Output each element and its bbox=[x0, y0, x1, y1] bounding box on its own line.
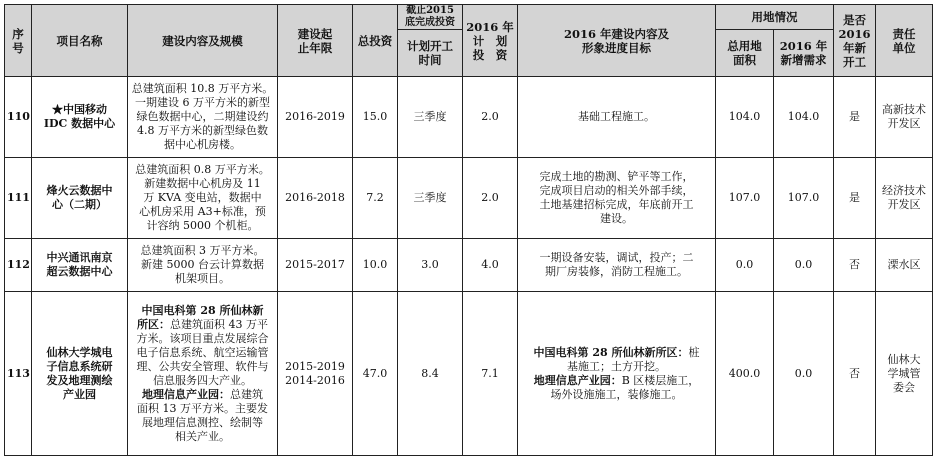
header-asof-2015: 截止2015 底完成投资 bbox=[398, 5, 463, 30]
project-start: 3.0 bbox=[398, 239, 463, 292]
header-invest: 总投资 bbox=[353, 5, 398, 77]
header-years: 建设起 止年限 bbox=[278, 5, 353, 77]
responsible-unit: 高新技术 开发区 bbox=[876, 77, 933, 158]
project-start: 8.4 bbox=[398, 292, 463, 456]
project-plan: 7.1 bbox=[463, 292, 518, 456]
project-invest: 15.0 bbox=[353, 77, 398, 158]
land-new: 0.0 bbox=[774, 292, 834, 456]
land-total: 104.0 bbox=[716, 77, 774, 158]
table-row bbox=[5, 158, 933, 239]
header-content: 建设内容及规模 bbox=[128, 5, 278, 77]
row-no: 113 bbox=[5, 292, 32, 456]
project-years: 2016-2019 bbox=[278, 77, 353, 158]
table-row bbox=[5, 77, 933, 158]
header-land: 用地情况 bbox=[716, 5, 834, 30]
is-new: 否 bbox=[834, 239, 876, 292]
header-is-new: 是否 2016 年新 开工 bbox=[834, 5, 876, 77]
project-progress: 一期设备安装，调试，投产；二 期厂房装修，消防工程施工。 bbox=[518, 239, 716, 292]
header-name: 项目名称 bbox=[32, 5, 128, 77]
project-years: 2015-2019 2014-2016 bbox=[278, 292, 353, 456]
project-years: 2016-2018 bbox=[278, 158, 353, 239]
land-new: 107.0 bbox=[774, 158, 834, 239]
project-invest: 47.0 bbox=[353, 292, 398, 456]
responsible-unit: 溧水区 bbox=[876, 239, 933, 292]
header-unit: 责任 单位 bbox=[876, 5, 933, 77]
project-content: 中国电科第 28 所仙林新 所区：总建筑面积 43 万平 方米。该项目重点发展综合 电子信息系统、航空运输管 理、公共安全管理、软件与 信息服务四大产业。 地理信息产业园：总建筑 面积 13 万平方米。主要发 展地理信息测控、绘制等 相关产业。 bbox=[128, 292, 278, 456]
project-progress: 完成土地的勘测、铲平等工作， 完成项目启动的相关外部手续， 土地基建招标完成，年底前开工 建设。 bbox=[518, 158, 716, 239]
project-progress: 基础工程施工。 bbox=[518, 77, 716, 158]
project-plan: 2.0 bbox=[463, 158, 518, 239]
header-seq: 序 号 bbox=[5, 5, 32, 77]
row-no: 110 bbox=[5, 77, 32, 158]
project-name: 烽火云数据中 心（二期） bbox=[32, 158, 128, 239]
project-plan: 2.0 bbox=[463, 77, 518, 158]
is-new: 否 bbox=[834, 292, 876, 456]
is-new: 是 bbox=[834, 77, 876, 158]
project-start: 三季度 bbox=[398, 158, 463, 239]
land-new: 104.0 bbox=[774, 77, 834, 158]
land-total: 0.0 bbox=[716, 239, 774, 292]
is-new: 是 bbox=[834, 158, 876, 239]
project-name: 中兴通讯南京 超云数据中心 bbox=[32, 239, 128, 292]
row-no: 111 bbox=[5, 158, 32, 239]
project-start: 三季度 bbox=[398, 77, 463, 158]
table-row bbox=[5, 239, 933, 292]
project-plan: 4.0 bbox=[463, 239, 518, 292]
project-content: 总建筑面积 0.8 万平方米。 新建数据中心机房及 11 万 KVA 变电站，数据中 心机房采用 A3+标准，预 计容纳 5000 个机柜。 bbox=[128, 158, 278, 239]
header-plan-2016: 2016 年 计 划 投 资 bbox=[463, 5, 518, 77]
project-name: 仙林大学城电 子信息系统研 发及地理测绘 产业园 bbox=[32, 292, 128, 456]
project-years: 2015-2017 bbox=[278, 239, 353, 292]
header-start-time: 计划开工 时间 bbox=[398, 30, 463, 77]
project-name: ★中国移动 IDC 数据中心 bbox=[32, 77, 128, 158]
row-no: 112 bbox=[5, 239, 32, 292]
project-invest: 10.0 bbox=[353, 239, 398, 292]
responsible-unit: 经济技术 开发区 bbox=[876, 158, 933, 239]
project-invest: 7.2 bbox=[353, 158, 398, 239]
responsible-unit: 仙林大 学城管 委会 bbox=[876, 292, 933, 456]
land-total: 107.0 bbox=[716, 158, 774, 239]
header-land-new: 2016 年 新增需求 bbox=[774, 30, 834, 77]
project-progress: 中国电科第 28 所仙林新所区：桩 基施工；土方开挖。 地理信息产业园：B 区楼层施工， 场外设施施工，装修施工。 bbox=[518, 292, 716, 456]
land-total: 400.0 bbox=[716, 292, 774, 456]
header-progress-2016: 2016 年建设内容及 形象进度目标 bbox=[518, 5, 716, 77]
table-row bbox=[5, 292, 933, 456]
project-table bbox=[4, 4, 933, 456]
project-content: 总建筑面积 10.8 万平方米。 一期建设 6 万平方米的新型 绿色数据中心，二期建设约 4.8 万平方米的新型绿色数 据中心机房楼。 bbox=[128, 77, 278, 158]
project-content: 总建筑面积 3 万平方米。 新建 5000 台云计算数据 机架项目。 bbox=[128, 239, 278, 292]
header-land-total: 总用地 面积 bbox=[716, 30, 774, 77]
land-new: 0.0 bbox=[774, 239, 834, 292]
